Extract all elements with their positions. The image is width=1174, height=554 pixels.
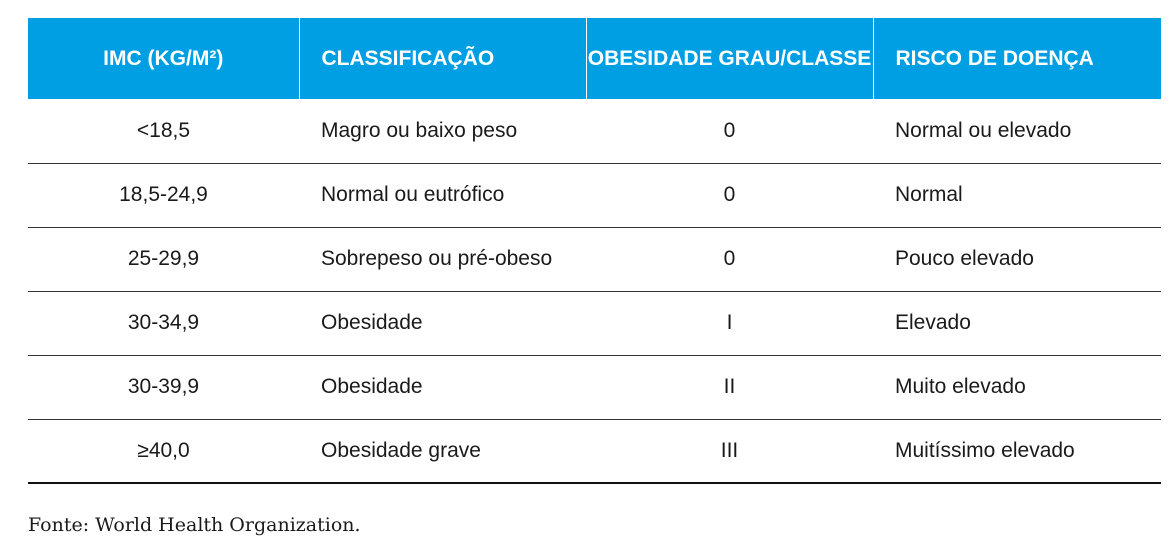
header-classificacao: CLASSIFICAÇÃO bbox=[299, 18, 586, 99]
cell-obesidade-grau: III bbox=[720, 438, 739, 462]
table-row bbox=[28, 355, 1161, 419]
cell-classificacao: Sobrepeso ou pré-obeso bbox=[321, 247, 553, 270]
cell-obesidade-grau: 0 bbox=[723, 183, 736, 206]
cell-classificacao: Obesidade grave bbox=[321, 438, 481, 462]
table-row bbox=[28, 99, 1161, 163]
cell-classificacao: Obesidade bbox=[321, 375, 423, 398]
header-obesidade-grau: OBESIDADE GRAU/CLASSE bbox=[586, 18, 873, 99]
cell-imc: ≥40,0 bbox=[137, 438, 190, 462]
cell-imc: <18,5 bbox=[136, 118, 191, 142]
table-row bbox=[28, 419, 1161, 483]
header-risco-doenca: RISCO DE DOENÇA bbox=[895, 46, 1094, 70]
cell-risco-doenca: Normal bbox=[895, 183, 963, 206]
cell-obesidade-grau: II bbox=[723, 375, 736, 398]
table-body bbox=[28, 99, 1161, 483]
cell-imc: 18,5-24,9 bbox=[119, 183, 208, 206]
bmi-classification-table-container bbox=[28, 18, 1161, 484]
cell-imc: 25-29,9 bbox=[127, 247, 200, 270]
cell-risco-doenca: Elevado bbox=[895, 311, 971, 334]
bmi-classification-table bbox=[28, 18, 1161, 484]
header-row bbox=[28, 18, 1161, 99]
cell-classificacao: Normal ou eutrófico bbox=[321, 183, 505, 206]
table-row bbox=[28, 163, 1161, 227]
cell-risco-doenca: Normal ou elevado bbox=[895, 118, 1072, 142]
cell-obesidade-grau: 0 bbox=[723, 118, 736, 142]
cell-classificacao: Obesidade bbox=[321, 311, 423, 334]
cell-obesidade-grau: I bbox=[726, 311, 733, 334]
cell-imc: 30-34,9 bbox=[127, 311, 200, 334]
cell-risco-doenca: Muito elevado bbox=[895, 375, 1026, 398]
cell-risco-doenca: Pouco elevado bbox=[895, 247, 1034, 270]
header-imc: IMC (KG/M²) bbox=[28, 18, 299, 99]
cell-classificacao: Magro ou baixo peso bbox=[321, 118, 518, 142]
cell-imc: 30-39,9 bbox=[127, 375, 200, 398]
table-row bbox=[28, 291, 1161, 355]
cell-risco-doenca: Muitíssimo elevado bbox=[895, 438, 1075, 462]
table-header bbox=[28, 18, 1161, 99]
table-row bbox=[28, 227, 1161, 291]
cell-obesidade-grau: 0 bbox=[723, 247, 736, 270]
source-note: Fonte: World Health Organization. bbox=[28, 514, 361, 536]
